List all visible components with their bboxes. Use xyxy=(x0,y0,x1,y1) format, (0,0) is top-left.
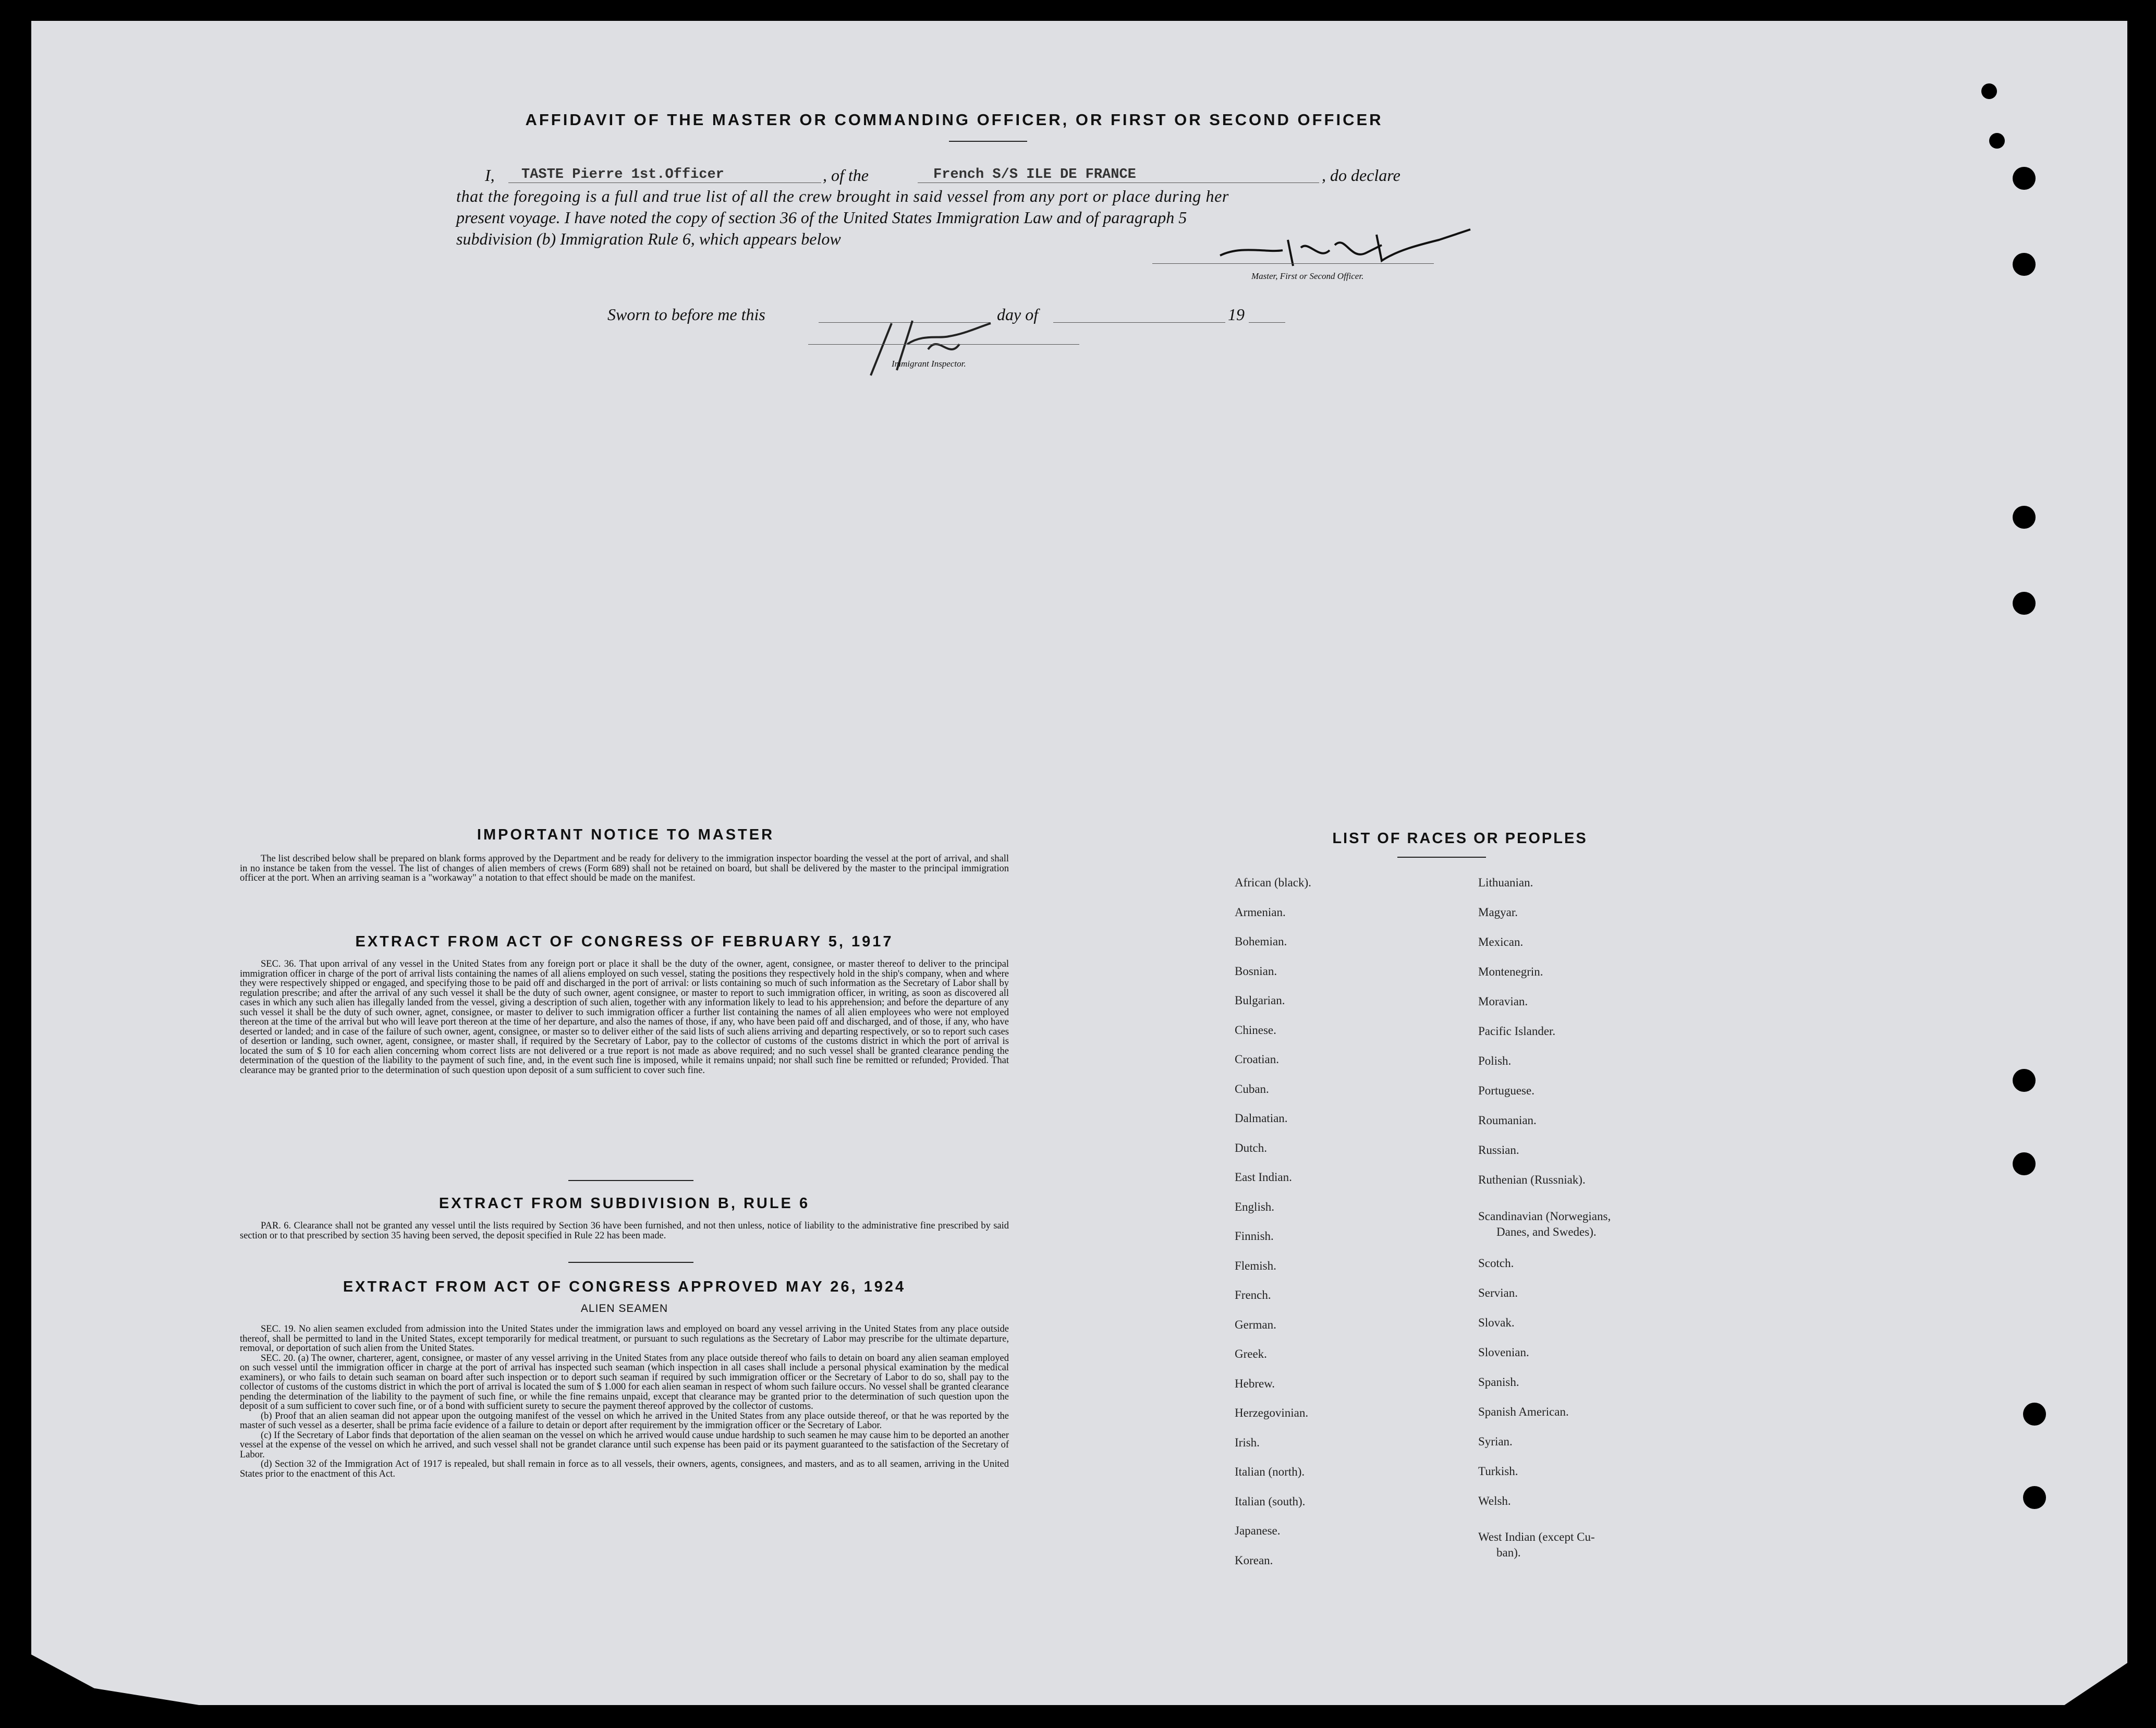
divider xyxy=(568,1180,693,1181)
race-item: Spanish American. xyxy=(1478,1405,1569,1418)
race-item: Bulgarian. xyxy=(1235,994,1285,1007)
notice-body xyxy=(240,854,1009,883)
race-item: Scotch. xyxy=(1478,1257,1514,1270)
race-item: Pacific Islander. xyxy=(1478,1025,1556,1038)
punch-hole xyxy=(2023,1403,2046,1426)
race-item: Bosnian. xyxy=(1235,964,1277,978)
affidavit-line-4: subdivision (b) Immigration Rule 6, which appears below xyxy=(456,229,841,248)
inspector-signature xyxy=(860,313,996,381)
sec-36-text: SEC. 36. That upon arrival of any vessel in the United States from any foreign port or place it shall be the duty of the owner, agent, consignee, or master thereof to deliver to the principal immigration officer in charge of the port of arrival lists containing the names of all aliens employed on such vessel, stating the positions they respectively hold in the ship's company, when and where they were respectively shipped or engaged, and specifying those to be paid off and discharged in the port of arrival: or lists containing so much of such information as the Secretary of Labor shall by regulation prescribe; and after the arrival of any such vessel it shall be the duty of such owner, agent consignee, or master to report to such immigration officer, in writing, as soon as discovered all cases in which any such alien has illegally landed from the vessel, giving a description of such alien, together with any information likely to lead to his apprehension; and before the departure of any such vessel it shall be the duty of such owner, agnet, consignee, or master to deliver to such immigration officer a further list containing the names of all alien employees who were not employed thereon at the time of the arrival but who will leave port thereon at the time of her departure, and also the names of those, if any, who have been paid off and discharged, and of those, if any, who have deserted or landed; and in case of the failure of such owner, agent, consignee, or master so to deliver either of the said lists of such aliens arriving and departing respectively, or so to report such cases of desertion or landing, such owner, agent, consignee, or master shall, if required by the Secretary of Labor, pay to the collector of customs of the customs district in which the port of arrival is located the sum of $ 10 for each alien concerning whom correct lists are not delivered or a true report is not made as above required; and no such vessel shall be granted clearance pending the determination of the question of the liability to the payment of such fine, and, in the event such fine is imposed, while it remains unpaid; nor shall such fine be remitted or refunded; Provided. That clearance may be granted prior to the determination of such question upon deposit of a sum sufficient to cover such fine. xyxy=(240,959,1009,1076)
race-item: Mexican. xyxy=(1478,935,1524,948)
race-item: Montenegrin. xyxy=(1478,965,1543,978)
signer-title: Master, First or Second Officer. xyxy=(1251,271,1364,281)
race-item: Chinese. xyxy=(1235,1023,1276,1037)
race-item: Hebrew. xyxy=(1235,1377,1275,1390)
race-item: Syrian. xyxy=(1478,1435,1513,1448)
day-of-text: day of xyxy=(997,305,1039,324)
extract-1924-body xyxy=(240,1324,1009,1479)
sec-20d-text: (d) Section 32 of the Immigration Act of 1917 is repealed, but shall remain in force as to all vessels, their owners, agents, consignees, and masters, and as to all seamen, arriving in the United States prior to the enactment of this Act. xyxy=(240,1459,1009,1479)
sec-19-text: SEC. 19. No alien seamen excluded from admission into the United States under the immigration laws and employed on board any vessel arriving in the United States from any place outside thereof, shall be permitted to land in the United States, except temporarily for medical treatment, or pursuant to such regulations as the Secretary of Labor may prescribe for the ultimate departure, removal, or deportation of such alien from the United States. xyxy=(240,1324,1009,1354)
punch-hole xyxy=(2013,167,2036,190)
divider xyxy=(1397,857,1486,858)
race-item: Portuguese. xyxy=(1478,1084,1534,1097)
punch-hole xyxy=(2013,253,2036,276)
race-item: Flemish. xyxy=(1235,1259,1276,1272)
race-item: Italian (south). xyxy=(1235,1494,1306,1508)
inspector-title: Immigrant Inspector. xyxy=(892,359,966,369)
par-6-text: PAR. 6. Clearance shall not be granted any vessel until the lists required by Section 36 have been furnished, and not then unless, notice of liability to the administrative fine prescribed by said section or to that prescribed by section 35 having been served, the deposit specified in Rule 22 has been made. xyxy=(240,1221,1009,1241)
sec-20b-text: (b) Proof that an alien seaman did not appear upon the outgoing manifest of the vessel on which he arrived in the United States from any place outside thereof, or that he was reported by the master of such vessel as a deserter, shall be prima facie evidence of a failure to detain or deport after requirement by the immigration officer or the Secretary of Labor. xyxy=(240,1410,1009,1431)
of-the-text: , of the xyxy=(823,166,869,185)
punch-hole xyxy=(1989,133,2005,149)
race-item: Welsh. xyxy=(1478,1494,1511,1507)
extract-1924-heading: EXTRACT FROM ACT OF CONGRESS APPROVED MAY 26, 1924 xyxy=(343,1279,906,1295)
officer-name-typed: TASTE Pierre 1st.Officer xyxy=(521,167,724,182)
race-item: West Indian (except Cu- xyxy=(1478,1530,1595,1543)
race-item: East Indian. xyxy=(1235,1171,1292,1184)
race-item: Danes, and Swedes). xyxy=(1496,1225,1597,1238)
name-field-line xyxy=(508,182,821,183)
month-line xyxy=(1053,322,1225,323)
race-item: Irish. xyxy=(1235,1435,1260,1449)
race-item: Korean. xyxy=(1235,1553,1273,1567)
race-item: Slovak. xyxy=(1478,1316,1515,1329)
race-item: Ruthenian (Russniak). xyxy=(1478,1173,1586,1186)
race-item: Polish. xyxy=(1478,1054,1512,1067)
sec-20a-text: SEC. 20. (a) The owner, charterer, agent, consignee, or master of any vessel arriving in the United States from any place outside thereof who fails to detain on board any alien seaman employed on such vessel until the immigration officer in charge at the port of arrival has inspected such seaman (which inspection in all cases shall include a personal physical examination by the medical examiners), or who fails to detain such seaman on board after such inspection or to deport such seaman if required by such immigration officer or the Secretary of Labor to do so, shall pay to the collector of customs of the customs district in which the port of arrival is located the sum of $ 1.000 for each alien seaman in respect of whom such failure occurs. No vessel shall be granted clearance pending the determination of the liability to the payment of such fine, or while the fine remains unpaid, except that clearance may be granted prior to the determination of such question upon the deposit of a sum sufficient to cover such fine, or of a bond with sufficient surety to secure the payment thereof approved by the collector of customs. xyxy=(240,1353,1009,1411)
punch-hole xyxy=(2023,1486,2046,1509)
race-item: Dalmatian. xyxy=(1235,1112,1288,1125)
race-item: Moravian. xyxy=(1478,995,1528,1008)
extract-1917-heading: EXTRACT FROM ACT OF CONGRESS OF FEBRUARY 5, 1917 xyxy=(355,933,894,950)
race-item: Croatian. xyxy=(1235,1053,1279,1066)
divider xyxy=(568,1262,693,1263)
race-item: Roumanian. xyxy=(1478,1114,1537,1127)
affidavit-line-2: that the foregoing is a full and true list of all the crew brought in said vessel from any port or place during her xyxy=(456,187,1229,205)
affidavit-i: I, xyxy=(485,166,495,185)
race-item: Finnish. xyxy=(1235,1230,1274,1243)
notice-text: The list described below shall be prepared on blank forms approved by the Department and be ready for delivery to the immigration inspector boarding the vessel at the port of arrival, and shall in no instance be taken from the vessel. The list of changes of alien members of crews (Form 689) shall not be retained on board, but shall be delivered by the master to the principal immigration officer at the port. When an arriving seaman is a "workaway" a notation to that effect should be made on the manifest. xyxy=(240,854,1009,883)
race-item: Armenian. xyxy=(1235,905,1286,919)
officer-signature-line xyxy=(1152,263,1434,264)
race-item: Herzegovinian. xyxy=(1235,1406,1309,1419)
race-item: Greek. xyxy=(1235,1347,1267,1360)
race-item: Scandinavian (Norwegians, xyxy=(1478,1210,1611,1223)
subdivision-heading: EXTRACT FROM SUBDIVISION B, RULE 6 xyxy=(438,1195,810,1212)
affidavit-line-3: present voyage. I have noted the copy of section 36 of the United States Immigration Law and of paragraph 5 xyxy=(456,208,1187,227)
race-item: French. xyxy=(1235,1288,1271,1301)
sec-20c-text: (c) If the Secretary of Labor finds that deportation of the alien seaman on the vessel on which he arrived would cause undue hardship to such seamen he may cause him to be deported an another vessel at the expense of the vessel on which he arrived, and such vessel shall not be grandet clarance until such expense has been paid or its payment guaranteed to the satisfaction of the Secretary of Labor. xyxy=(240,1430,1009,1460)
race-item: Turkish. xyxy=(1478,1465,1518,1478)
notice-heading: IMPORTANT NOTICE TO MASTER xyxy=(477,826,775,843)
race-item: Cuban. xyxy=(1235,1082,1269,1096)
punch-hole xyxy=(2013,506,2036,529)
divider xyxy=(949,141,1027,142)
year-line xyxy=(1249,322,1285,323)
race-item: Dutch. xyxy=(1235,1141,1267,1154)
punch-hole xyxy=(1981,83,1997,99)
alien-seamen-subheading: ALIEN SEAMEN xyxy=(580,1303,668,1315)
do-declare-text: , do declare xyxy=(1322,166,1400,185)
inspector-signature-line xyxy=(808,344,1079,345)
sworn-text: Sworn to before me this xyxy=(607,305,765,324)
affidavit-line-1 xyxy=(485,166,495,185)
subdivision-body xyxy=(240,1221,1009,1240)
extract-1917-body xyxy=(240,959,1009,1075)
punch-hole xyxy=(2013,1069,2036,1092)
race-item: Magyar. xyxy=(1478,906,1518,919)
vessel-name-typed: French S/S ILE DE FRANCE xyxy=(933,167,1136,182)
race-item: Servian. xyxy=(1478,1286,1518,1299)
race-item: Slovenian. xyxy=(1478,1346,1529,1359)
race-item: Japanese. xyxy=(1235,1524,1281,1537)
race-item: German. xyxy=(1235,1318,1276,1331)
race-item: English. xyxy=(1235,1200,1275,1213)
race-item: Bohemian. xyxy=(1235,935,1287,948)
race-item: Russian. xyxy=(1478,1143,1519,1157)
race-item: African (black). xyxy=(1235,876,1311,889)
race-item: Italian (north). xyxy=(1235,1465,1305,1478)
vessel-field-line xyxy=(918,182,1319,183)
race-item: Spanish. xyxy=(1478,1376,1519,1389)
affidavit-title: AFFIDAVIT OF THE MASTER OR COMMANDING OFFICER, OR FIRST OR SECOND OFFICER xyxy=(525,111,1383,129)
year-prefix: 19 xyxy=(1228,305,1245,324)
punch-hole xyxy=(2013,592,2036,615)
race-item: Lithuanian. xyxy=(1478,876,1533,889)
punch-hole xyxy=(2013,1152,2036,1175)
race-item: ban). xyxy=(1496,1546,1521,1559)
races-heading: LIST OF RACES OR PEOPLES xyxy=(1332,830,1588,847)
